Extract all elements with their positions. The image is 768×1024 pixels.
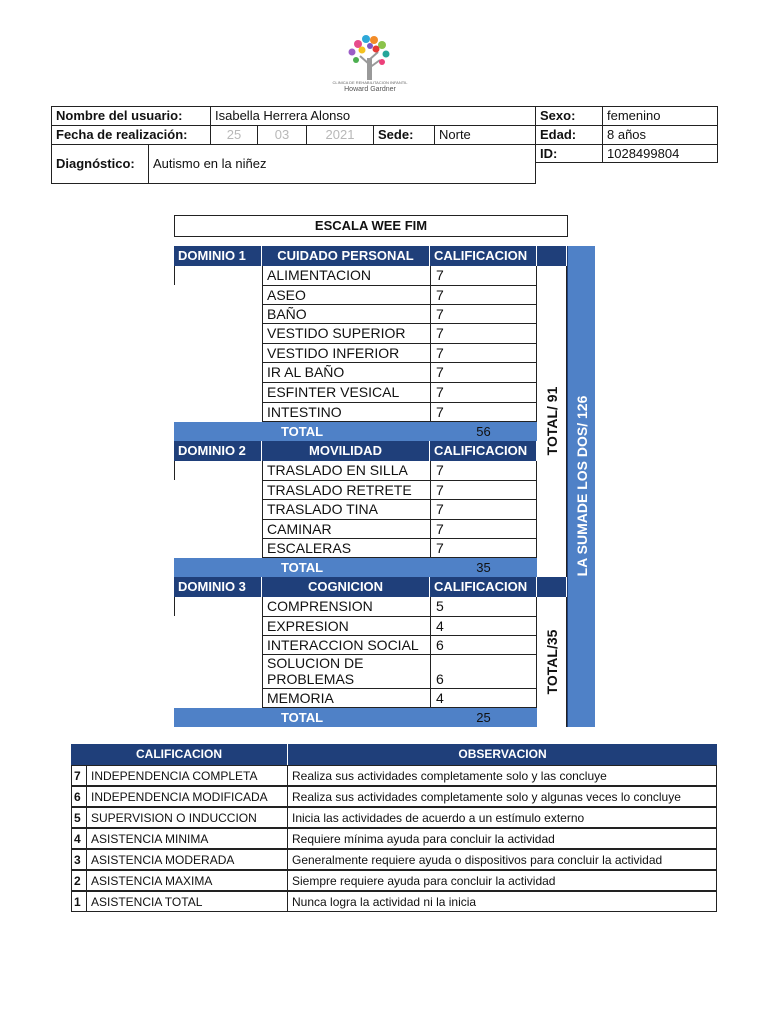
- row-5-obs: Inicia las actividades de acuerdo a un estímulo externo: [287, 807, 717, 828]
- dominio-3-header-spacer: [537, 577, 567, 597]
- diagnostico-value: Autismo en la niñez: [148, 144, 536, 184]
- value-expresion: 4: [430, 617, 537, 636]
- value-traslado-tina: 7: [430, 500, 537, 520]
- row-4-obs: Requiere mínima ayuda para concluir la actividad: [287, 828, 717, 849]
- sexo-value: femenino: [602, 106, 718, 126]
- row-4-num: 4: [71, 828, 87, 849]
- id-label: ID:: [535, 144, 603, 163]
- item-escaleras: ESCALERAS: [262, 539, 430, 558]
- item-alimentacion: ALIMENTACION: [262, 266, 430, 286]
- row-5-num: 5: [71, 807, 87, 828]
- fecha-dia: 25: [210, 125, 258, 145]
- fecha-anio: 2021: [306, 125, 374, 145]
- dominio-3-label: DOMINIO 3: [174, 577, 262, 597]
- dominio-2-total-value: 35: [430, 558, 537, 577]
- dominio-3-left-border: [174, 597, 175, 616]
- row-3-obs: Generalmente requiere ayuda o dispositivos para concluir la actividad: [287, 849, 717, 870]
- diagnostico-label: Diagnóstico:: [51, 144, 149, 184]
- value-traslado-en-silla: 7: [430, 461, 537, 481]
- value-solucion-de-problemas: 6: [430, 655, 537, 689]
- row-7-label: INDEPENDENCIA COMPLETA: [86, 765, 288, 786]
- value-comprension: 5: [430, 597, 537, 617]
- item-aseo: ASEO: [262, 286, 430, 305]
- row-1-num: 1: [71, 891, 87, 912]
- logo-subtitle: CLINICA DE REHABILITACION INFANTIL: [332, 80, 408, 85]
- row-5-label: SUPERVISION O INDUCCION: [86, 807, 288, 828]
- dominio-2-label: DOMINIO 2: [174, 441, 262, 461]
- edad-value: 8 años: [602, 125, 718, 145]
- suma-label: LA SUMADE LOS DOS/ 126: [574, 395, 590, 577]
- total-91-column: [537, 266, 567, 577]
- item-solucion-line2: PROBLEMAS: [267, 671, 355, 687]
- dominio-1-label: DOMINIO 1: [174, 246, 262, 266]
- value-caminar: 7: [430, 520, 537, 539]
- row-6-label: INDEPENDENCIA MODIFICADA: [86, 786, 288, 807]
- dominio-3-calif-header: CALIFICACION: [430, 577, 537, 597]
- value-interaccion-social: 6: [430, 636, 537, 655]
- row-1-obs: Nunca logra la actividad ni la inicia: [287, 891, 717, 912]
- observacion-header: OBSERVACION: [287, 744, 717, 765]
- sede-label: Sede:: [373, 125, 435, 145]
- row-7-num: 7: [71, 765, 87, 786]
- dominio-2-name: MOVILIDAD: [262, 441, 430, 461]
- wee-fim-title: ESCALA WEE FIM: [174, 215, 568, 237]
- id-value: 1028499804: [602, 144, 718, 163]
- dominio-3-name: COGNICION: [262, 577, 430, 597]
- sexo-label: Sexo:: [535, 106, 603, 126]
- logo-name: Howard Gardner: [344, 86, 396, 93]
- item-memoria: MEMORIA: [262, 689, 430, 708]
- fecha-mes: 03: [257, 125, 307, 145]
- edad-label: Edad:: [535, 125, 603, 145]
- value-intestino: 7: [430, 403, 537, 422]
- dominio-1-header-spacer: [537, 246, 567, 266]
- item-traslado-en-silla: TRASLADO EN SILLA: [262, 461, 430, 481]
- value-alimentacion: 7: [430, 266, 537, 286]
- item-bano: BAÑO: [262, 305, 430, 324]
- item-ir-al-bano: IR AL BAÑO: [262, 363, 430, 383]
- row-1-label: ASISTENCIA TOTAL: [86, 891, 288, 912]
- item-traslado-retrete: TRASLADO RETRETE: [262, 481, 430, 500]
- row-4-label: ASISTENCIA MINIMA: [86, 828, 288, 849]
- nombre-value: Isabella Herrera Alonso: [210, 106, 536, 126]
- dominio-3-total-label: TOTAL: [174, 708, 430, 727]
- row-2-obs: Siempre requiere ayuda para concluir la actividad: [287, 870, 717, 891]
- value-bano: 7: [430, 305, 537, 324]
- dominio-1-calif-header: CALIFICACION: [430, 246, 537, 266]
- suma-column: [567, 246, 595, 727]
- row-3-num: 3: [71, 849, 87, 870]
- dominio-1-total-label: TOTAL: [174, 422, 430, 441]
- row-6-obs: Realiza sus actividades completamente solo y algunas veces lo concluye: [287, 786, 717, 807]
- dominio-2-left-border: [174, 461, 175, 480]
- item-solucion-line1: SOLUCION DE: [267, 655, 364, 671]
- row-2-label: ASISTENCIA MAXIMA: [86, 870, 288, 891]
- calificacion-header: CALIFICACION: [71, 744, 287, 765]
- item-caminar: CAMINAR: [262, 520, 430, 539]
- nombre-label: Nombre del usuario:: [51, 106, 211, 126]
- item-expresion: EXPRESION: [262, 617, 430, 636]
- row-6-num: 6: [71, 786, 87, 807]
- item-intestino: INTESTINO: [262, 403, 430, 422]
- row-2-num: 2: [71, 870, 87, 891]
- dominio-1-total-value: 56: [430, 422, 537, 441]
- dominio-3-total-value: 25: [430, 708, 537, 727]
- value-vestido-superior: 7: [430, 324, 537, 344]
- item-vestido-superior: VESTIDO SUPERIOR: [262, 324, 430, 344]
- total-35-label: TOTAL/35: [544, 629, 560, 695]
- value-ir-al-bano: 7: [430, 363, 537, 383]
- value-vestido-inferior: 7: [430, 344, 537, 363]
- item-esfinter-vesical: ESFINTER VESICAL: [262, 383, 430, 403]
- item-traslado-tina: TRASLADO TINA: [262, 500, 430, 520]
- item-solucion-de-problemas: [262, 655, 430, 689]
- total-35-column: [537, 597, 567, 727]
- sede-value: Norte: [434, 125, 536, 145]
- item-comprension: COMPRENSION: [262, 597, 430, 617]
- value-traslado-retrete: 7: [430, 481, 537, 500]
- row-7-obs: Realiza sus actividades completamente solo y las concluye: [287, 765, 717, 786]
- dominio-2-total-label: TOTAL: [174, 558, 430, 577]
- row-3-label: ASISTENCIA MODERADA: [86, 849, 288, 870]
- dominio-1-left-border: [174, 266, 175, 285]
- dominio-1-name: CUIDADO PERSONAL: [262, 246, 430, 266]
- dominio-2-calif-header: CALIFICACION: [430, 441, 537, 461]
- value-aseo: 7: [430, 286, 537, 305]
- fecha-label: Fecha de realización:: [51, 125, 211, 145]
- value-esfinter-vesical: 7: [430, 383, 537, 403]
- item-interaccion-social: INTERACCION SOCIAL: [262, 636, 430, 655]
- item-vestido-inferior: VESTIDO INFERIOR: [262, 344, 430, 363]
- total-91-label: TOTAL/ 91: [544, 386, 560, 456]
- value-escaleras: 7: [430, 539, 537, 558]
- value-memoria: 4: [430, 689, 537, 708]
